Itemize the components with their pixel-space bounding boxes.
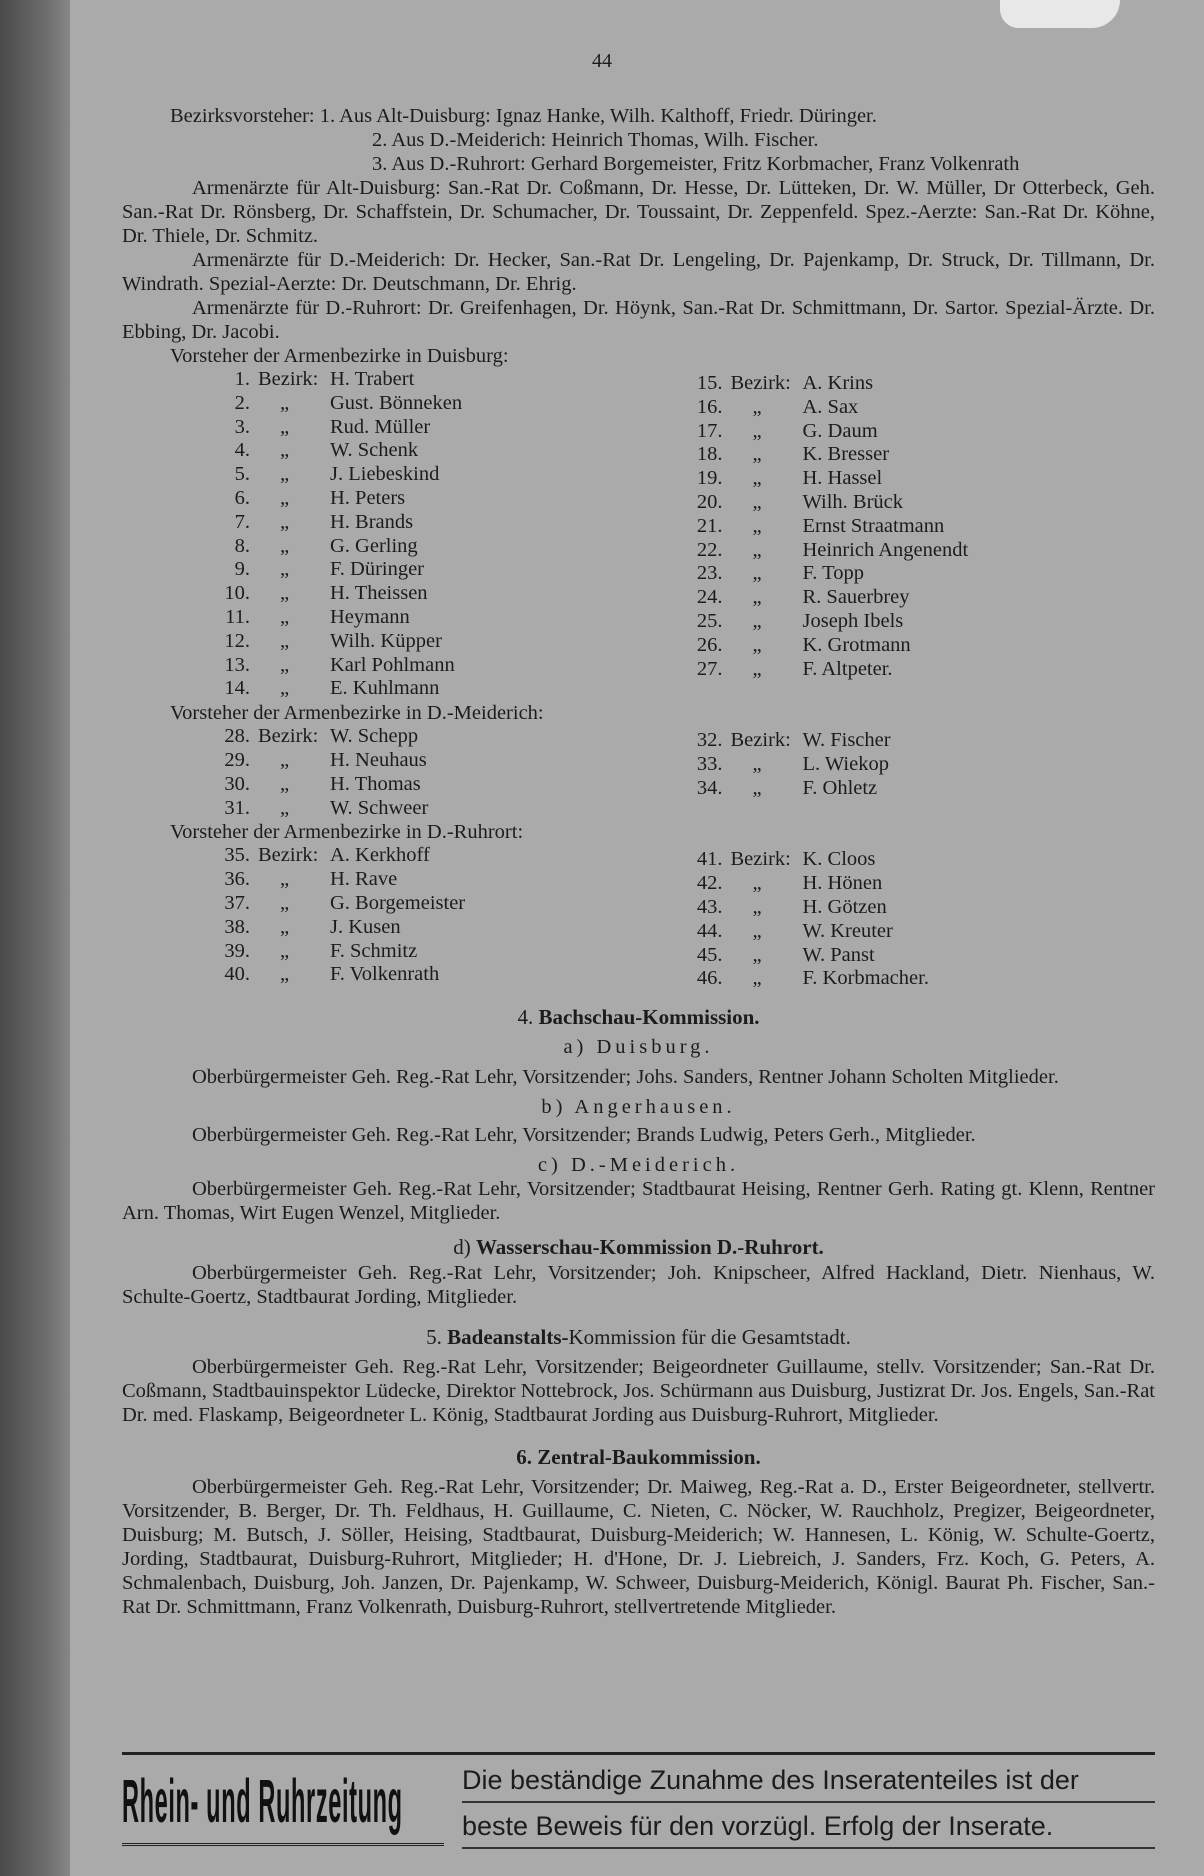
ditto-mark: „ <box>752 657 762 680</box>
bezirk-number: 24. <box>696 586 723 609</box>
bezirk-row <box>683 872 1156 896</box>
bezirk-row <box>683 396 1156 420</box>
section-5-title-rest: Kommission für die Gesamtstadt. <box>568 1325 851 1350</box>
ditto-mark: „ <box>752 467 762 490</box>
bezirk-row <box>210 439 683 463</box>
bezirk-row <box>683 967 1156 991</box>
bezirk-number: 26. <box>696 633 723 656</box>
bezirksvorsteher-line-2: 2. Aus D.-Meiderich: Heinrich Thomas, Wilh. Fischer. <box>372 129 819 151</box>
bezirk-number: 29. <box>224 748 250 771</box>
vorsteher-name: H. Trabert <box>330 368 415 390</box>
ditto-mark: „ <box>752 443 762 466</box>
section-5-text: Oberbürgermeister Geh. Reg.-Rat Lehr, Vorsitzender; Beigeordneter Guillaume, stellv. Vorsitzender; San.-Rat Dr. Coßmann, Stadtbauinspektor Lüdecke, Direktor Nottebrock, Jos. Schürmann aus Duisburg, Justizrat Dr. Jos. Engels, San.-Rat Dr. med. Flaskamp, Beigeordneter L. König, Stadtbaurat Jording aus Duisburg-Ruhrort, Mitglieder. <box>122 1356 1155 1427</box>
ditto-mark: „ <box>752 609 762 632</box>
vorsteher-name: H. Theissen <box>330 582 428 605</box>
advert-line-2: beste Beweis für den vorzügl. Erfolg der Inserate. <box>462 1807 1155 1849</box>
ditto-mark: „ <box>752 919 762 942</box>
vorsteher-name: G. Gerling <box>330 534 418 557</box>
ditto-mark: „ <box>280 534 290 557</box>
bezirk-number: 31. <box>224 796 250 819</box>
section-4c-title: c) D.-Meiderich. <box>537 1154 740 1177</box>
section-4a-title: a) Duisburg. <box>563 1036 714 1059</box>
bezirk-row <box>210 416 683 440</box>
bezirk-row <box>210 749 683 773</box>
vorsteher-name: Wilh. Brück <box>802 490 904 513</box>
vorsteher-name: H. Rave <box>330 868 398 891</box>
ditto-mark: „ <box>280 796 290 819</box>
bezirk-columns <box>210 368 1155 701</box>
bezirk-row <box>683 896 1156 920</box>
section-4d-heading <box>122 1235 1155 1259</box>
bezirk-row <box>210 844 683 868</box>
bezirk-row <box>210 725 683 749</box>
vorsteher-name: G. Borgemeister <box>330 891 466 914</box>
bezirk-row <box>683 562 1156 586</box>
section-6-number: 6. <box>516 1445 533 1470</box>
ditto-mark: „ <box>280 486 290 509</box>
vorsteher-name: F. Schmitz <box>330 939 418 962</box>
bezirk-row <box>210 654 683 678</box>
bezirk-row <box>210 892 683 916</box>
bezirk-label: Bezirk: <box>730 372 791 394</box>
bezirk-number: 41. <box>696 848 723 871</box>
bezirk-number: 13. <box>224 653 250 676</box>
bezirk-number: 34. <box>696 776 723 799</box>
ditto-mark: „ <box>280 653 290 676</box>
section-4d-title: Wasserschau-Kommission D.-Ruhrort. <box>475 1235 824 1260</box>
bezirk-row <box>210 677 683 701</box>
bezirk-number: 44. <box>696 919 723 942</box>
bezirk-number: 38. <box>224 915 250 938</box>
ditto-mark: „ <box>280 772 290 795</box>
bezirk-number: 36. <box>224 868 250 891</box>
vorsteher-name: A. Sax <box>802 395 859 418</box>
section-6-title: Zentral-Baukommission. <box>537 1445 761 1470</box>
bezirk-number: 32. <box>696 729 723 752</box>
ditto-mark: „ <box>752 967 762 990</box>
ditto-mark: „ <box>752 943 762 966</box>
bezirk-row <box>210 487 683 511</box>
bezirk-number: 22. <box>696 538 723 561</box>
vorsteher-name: W. Schepp <box>330 725 419 748</box>
section-4-number: 4. <box>517 1005 534 1030</box>
bezirk-number: 9. <box>234 558 250 581</box>
vorsteher-name: H. Peters <box>330 486 406 509</box>
section-4b-title: b) Angerhausen. <box>541 1096 736 1119</box>
bezirk-number: 20. <box>696 490 723 513</box>
bezirk-row <box>683 586 1156 610</box>
bezirk-number: 46. <box>696 967 723 990</box>
bezirk-row <box>210 630 683 654</box>
bezirk-row <box>210 773 683 797</box>
armenbezirke-heading: Vorsteher der Armenbezirke in D.-Ruhrort: <box>170 821 524 844</box>
bezirk-columns <box>210 725 1155 820</box>
section-4d-text: Oberbürgermeister Geh. Reg.-Rat Lehr, Vorsitzender; Joh. Knipscheer, Alfred Hackland, Dietr. Nienhaus, W. Schulte-Goertz, Stadtbaurat Jording, Mitglieder. <box>122 1262 1155 1309</box>
bezirksvorsteher-line-1: Bezirksvorsteher: 1. Aus Alt-Duisburg: Ignaz Hanke, Wilh. Kalthoff, Friedr. Düringer. <box>170 105 877 127</box>
bezirk-number: 8. <box>234 534 250 557</box>
ditto-mark: „ <box>280 439 290 462</box>
bezirk-row <box>683 753 1156 777</box>
bezirk-row <box>210 392 683 416</box>
bezirk-number: 15. <box>696 372 723 394</box>
bezirk-row <box>683 848 1156 872</box>
ditto-mark: „ <box>752 895 762 918</box>
ditto-mark: „ <box>752 562 762 585</box>
vorsteher-name: F. Altpeter. <box>802 657 893 680</box>
vorsteher-name: L. Wiekop <box>802 752 889 775</box>
bezirksvorsteher-line-3: 3. Aus D.-Ruhrort: Gerhard Borgemeister, Fritz Korbmacher, Franz Volkenrath <box>372 153 1020 175</box>
vorsteher-name: H. Brands <box>330 510 414 533</box>
bezirk-number: 17. <box>696 419 723 442</box>
vorsteher-name: J. Kusen <box>330 915 401 938</box>
section-5-heading <box>122 1325 1155 1349</box>
ditto-mark: „ <box>752 395 762 418</box>
vorsteher-name: F. Düringer <box>330 558 425 581</box>
ditto-mark: „ <box>280 629 290 652</box>
bezirk-row <box>210 916 683 940</box>
vorsteher-name: A. Kerkhoff <box>330 844 430 867</box>
section-4c-text: Oberbürgermeister Geh. Reg.-Rat Lehr, Vorsitzender; Stadtbaurat Heising, Rentner Gerh. Rating gt. Klenn, Rentner Arn. Thomas, Wirt Eugen Wenzel, Mitglieder. <box>122 1178 1155 1225</box>
bezirk-row <box>683 515 1156 539</box>
vorsteher-name: Gust. Bönneken <box>330 391 463 414</box>
page-body <box>122 104 1155 1619</box>
bezirk-row <box>683 610 1156 634</box>
ditto-mark: „ <box>280 891 290 914</box>
bezirk-label: Bezirk: <box>730 729 791 752</box>
vorsteher-name: F. Volkenrath <box>330 963 440 986</box>
vorsteher-name: H. Neuhaus <box>330 748 427 771</box>
ditto-mark: „ <box>752 514 762 537</box>
bezirk-row <box>210 963 683 987</box>
armenbezirke-lists <box>122 344 1155 991</box>
ditto-mark: „ <box>752 776 762 799</box>
advert-text <box>462 1761 1155 1849</box>
bezirk-row <box>683 634 1156 658</box>
vorsteher-name: W. Schenk <box>330 439 419 462</box>
bezirk-number: 11. <box>225 605 250 628</box>
bezirk-label: Bezirk: <box>258 725 319 748</box>
vorsteher-name: A. Krins <box>802 372 874 394</box>
section-4-heading <box>122 1005 1155 1029</box>
vorsteher-name: H. Hönen <box>802 872 883 895</box>
bezirk-number: 4. <box>234 439 250 462</box>
ditto-mark: „ <box>752 490 762 513</box>
bezirk-number: 21. <box>696 514 723 537</box>
section-5-number: 5. <box>426 1325 442 1350</box>
vorsteher-name: H. Hassel <box>802 467 883 490</box>
section-4b-text: Oberbürgermeister Geh. Reg.-Rat Lehr, Vorsitzender; Brands Ludwig, Peters Gerh., Mitglieder. <box>192 1124 976 1147</box>
vorsteher-name: Rud. Müller <box>330 415 431 438</box>
ditto-mark: „ <box>280 868 290 891</box>
bezirk-number: 1. <box>234 368 250 390</box>
bezirk-row <box>210 368 683 392</box>
bezirk-number: 14. <box>224 677 250 700</box>
bezirk-number: 27. <box>696 657 723 680</box>
vorsteher-name: F. Korbmacher. <box>802 967 929 990</box>
ditto-mark: „ <box>280 558 290 581</box>
vorsteher-name: G. Daum <box>802 419 878 442</box>
bezirk-row <box>683 372 1156 396</box>
vorsteher-name: J. Liebeskind <box>330 463 440 486</box>
bezirk-number: 10. <box>224 582 250 605</box>
ditto-mark: „ <box>280 915 290 938</box>
vorsteher-name: R. Sauerbrey <box>802 586 910 609</box>
vorsteher-name: K. Grotmann <box>802 633 911 656</box>
vorsteher-name: H. Götzen <box>802 895 887 918</box>
bezirk-row <box>683 539 1156 563</box>
ditto-mark: „ <box>752 872 762 895</box>
ditto-mark: „ <box>752 538 762 561</box>
section-4d-prefix: d) <box>453 1235 471 1260</box>
bezirk-row <box>210 797 683 821</box>
bezirk-row <box>210 868 683 892</box>
bezirk-number: 5. <box>234 463 250 486</box>
vorsteher-name: Heymann <box>330 605 410 628</box>
bezirk-row <box>683 443 1156 467</box>
bezirk-row <box>683 491 1156 515</box>
logo-rule <box>122 1843 444 1846</box>
bezirk-column-right <box>683 729 1156 820</box>
bezirk-number: 39. <box>224 939 250 962</box>
vorsteher-name: W. Panst <box>802 943 875 966</box>
bezirk-columns <box>210 844 1155 991</box>
armenaerzte-meiderich: Armenärzte für D.-Meiderich: Dr. Hecker, San.-Rat Dr. Lengeling, Dr. Pajenkamp, Dr. Struck, Dr. Tillmann, Dr. Windrath. Spezial-Aerzte: Dr. Deutschmann, Dr. Ehrig. <box>122 249 1155 295</box>
scan-edge <box>0 0 78 1876</box>
bezirk-row <box>683 420 1156 444</box>
newspaper-logo: Rhein- und Ruhrzeitung <box>122 1769 403 1837</box>
vorsteher-name: Heinrich Angenendt <box>802 538 969 561</box>
bezirk-column-left <box>210 368 683 701</box>
vorsteher-name: F. Topp <box>802 562 864 585</box>
ditto-mark: „ <box>280 582 290 605</box>
vorsteher-name: Karl Pohlmann <box>330 653 455 676</box>
vorsteher-name: W. Fischer <box>802 729 891 752</box>
section-5-title-bold: Badeanstalts- <box>447 1325 569 1350</box>
bezirk-row <box>210 582 683 606</box>
ditto-mark: „ <box>280 415 290 438</box>
ditto-mark: „ <box>280 677 290 700</box>
vorsteher-name: W. Schweer <box>330 796 429 819</box>
bezirk-number: 23. <box>696 562 723 585</box>
ditto-mark: „ <box>280 963 290 986</box>
ditto-mark: „ <box>280 939 290 962</box>
bezirk-row <box>683 920 1156 944</box>
bezirk-column-left <box>210 725 683 820</box>
bezirk-row <box>683 944 1156 968</box>
vorsteher-name: H. Thomas <box>330 772 421 795</box>
section-4-title: Bachschau-Kommission. <box>538 1005 760 1030</box>
bezirk-number: 7. <box>234 510 250 533</box>
advert-line-1: Die beständige Zunahme des Inseratenteiles ist der <box>462 1761 1155 1803</box>
bezirk-number: 6. <box>234 486 250 509</box>
bezirk-number: 28. <box>224 725 250 748</box>
armenaerzte-alt-duisburg: Armenärzte für Alt-Duisburg: San.-Rat Dr. Coßmann, Dr. Hesse, Dr. Lütteken, Dr. W. Müller, Dr Otterbeck, Geh. San.-Rat Dr. Rönsberg, Dr. Schaffstein, Dr. Schumacher, Dr. Toussaint, Dr. Zeppenfeld. Spez.-Aerzte: San.-Rat Dr. Köhne, Dr. Thiele, Dr. Schmitz. <box>122 177 1155 247</box>
vorsteher-name: W. Kreuter <box>802 919 893 942</box>
ditto-mark: „ <box>280 748 290 771</box>
bezirk-label: Bezirk: <box>258 844 319 867</box>
vorsteher-name: Joseph Ibels <box>802 609 904 632</box>
bezirk-row <box>210 940 683 964</box>
page-number: 44 <box>592 50 612 72</box>
bezirk-row <box>210 511 683 535</box>
bezirk-row <box>210 558 683 582</box>
bezirk-row <box>210 535 683 559</box>
bezirk-label: Bezirk: <box>258 368 319 390</box>
bezirk-number: 18. <box>696 443 723 466</box>
bezirk-column-right <box>683 848 1156 991</box>
bezirk-row <box>683 777 1156 801</box>
bezirk-row <box>683 729 1156 753</box>
bezirk-row <box>210 463 683 487</box>
ditto-mark: „ <box>280 391 290 414</box>
bezirk-row <box>683 467 1156 491</box>
bezirk-row <box>683 658 1156 682</box>
armenbezirke-heading: Vorsteher der Armenbezirke in Duisburg: <box>170 345 509 367</box>
vorsteher-name: Ernst Straatmann <box>802 514 945 537</box>
bezirk-number: 37. <box>224 891 250 914</box>
bezirk-number: 16. <box>696 395 723 418</box>
bezirk-number: 45. <box>696 943 723 966</box>
bezirk-number: 42. <box>696 872 723 895</box>
torn-corner <box>1000 0 1120 28</box>
bezirk-number: 40. <box>224 963 250 986</box>
ditto-mark: „ <box>752 586 762 609</box>
bezirk-number: 30. <box>224 772 250 795</box>
bezirk-label: Bezirk: <box>730 848 791 871</box>
bezirk-number: 3. <box>234 415 250 438</box>
ditto-mark: „ <box>280 605 290 628</box>
bezirk-number: 2. <box>234 391 250 414</box>
vorsteher-name: K. Cloos <box>802 848 876 871</box>
bezirk-number: 35. <box>224 844 250 867</box>
armenbezirke-heading: Vorsteher der Armenbezirke in D.-Meiderich: <box>170 702 544 725</box>
vorsteher-name: K. Bresser <box>802 443 890 466</box>
section-4a-text: Oberbürgermeister Geh. Reg.-Rat Lehr, Vorsitzender; Johs. Sanders, Rentner Johann Scholten Mitglieder. <box>192 1066 1059 1089</box>
ditto-mark: „ <box>752 633 762 656</box>
armenaerzte-ruhrort: Armenärzte für D.-Ruhrort: Dr. Greifenhagen, Dr. Höynk, San.-Rat Dr. Schmittmann, Dr. Sartor. Spezial-Ärzte. Dr. Ebbing, Dr. Jacobi. <box>122 297 1155 343</box>
ditto-mark: „ <box>280 463 290 486</box>
advertisement <box>122 1752 1155 1851</box>
bezirk-number: 19. <box>696 467 723 490</box>
ditto-mark: „ <box>280 510 290 533</box>
bezirk-number: 12. <box>224 629 250 652</box>
bezirk-number: 33. <box>696 752 723 775</box>
vorsteher-name: F. Ohletz <box>802 776 878 799</box>
ditto-mark: „ <box>752 752 762 775</box>
ditto-mark: „ <box>752 419 762 442</box>
vorsteher-name: Wilh. Küpper <box>330 629 442 652</box>
section-6-text: Oberbürgermeister Geh. Reg.-Rat Lehr, Vorsitzender; Dr. Maiweg, Reg.-Rat a. D., Erster Beigeordneter, stellvertr. Vorsitzender, B. Berger, Dr. Th. Feldhaus, H. Guillaume, C. Nieten, C. Nöcker, W. Rauchholz, Pregizer, Beigeordneter, Duisburg; M. Butsch, J. Söller, Heising, Stadtbaurat, Duisburg-Meiderich; W. Hannesen, L. König, W. Schulte-Goertz, Jording, Stadtbaurat, Duisburg-Ruhrort, Mitglieder; H. d'Hone, Dr. J. Liebreich, J. Sanders, Frz. Koch, G. Peters, A. Schmalenbach, Duisburg, Joh. Janzen, Dr. Pajenkamp, W. Schweer, Duisburg-Meiderich, Königl. Baurat Ph. Fischer, San.-Rat Dr. Schmittmann, Franz Volkenrath, Duisburg-Ruhrort, stellvertretende Mitglieder. <box>122 1476 1155 1619</box>
section-6-heading <box>122 1445 1155 1469</box>
bezirk-number: 25. <box>696 609 723 632</box>
bezirk-number: 43. <box>696 895 723 918</box>
bezirk-column-left <box>210 844 683 991</box>
vorsteher-name: E. Kuhlmann <box>330 677 440 700</box>
bezirk-column-right <box>683 372 1156 701</box>
bezirk-row <box>210 606 683 630</box>
